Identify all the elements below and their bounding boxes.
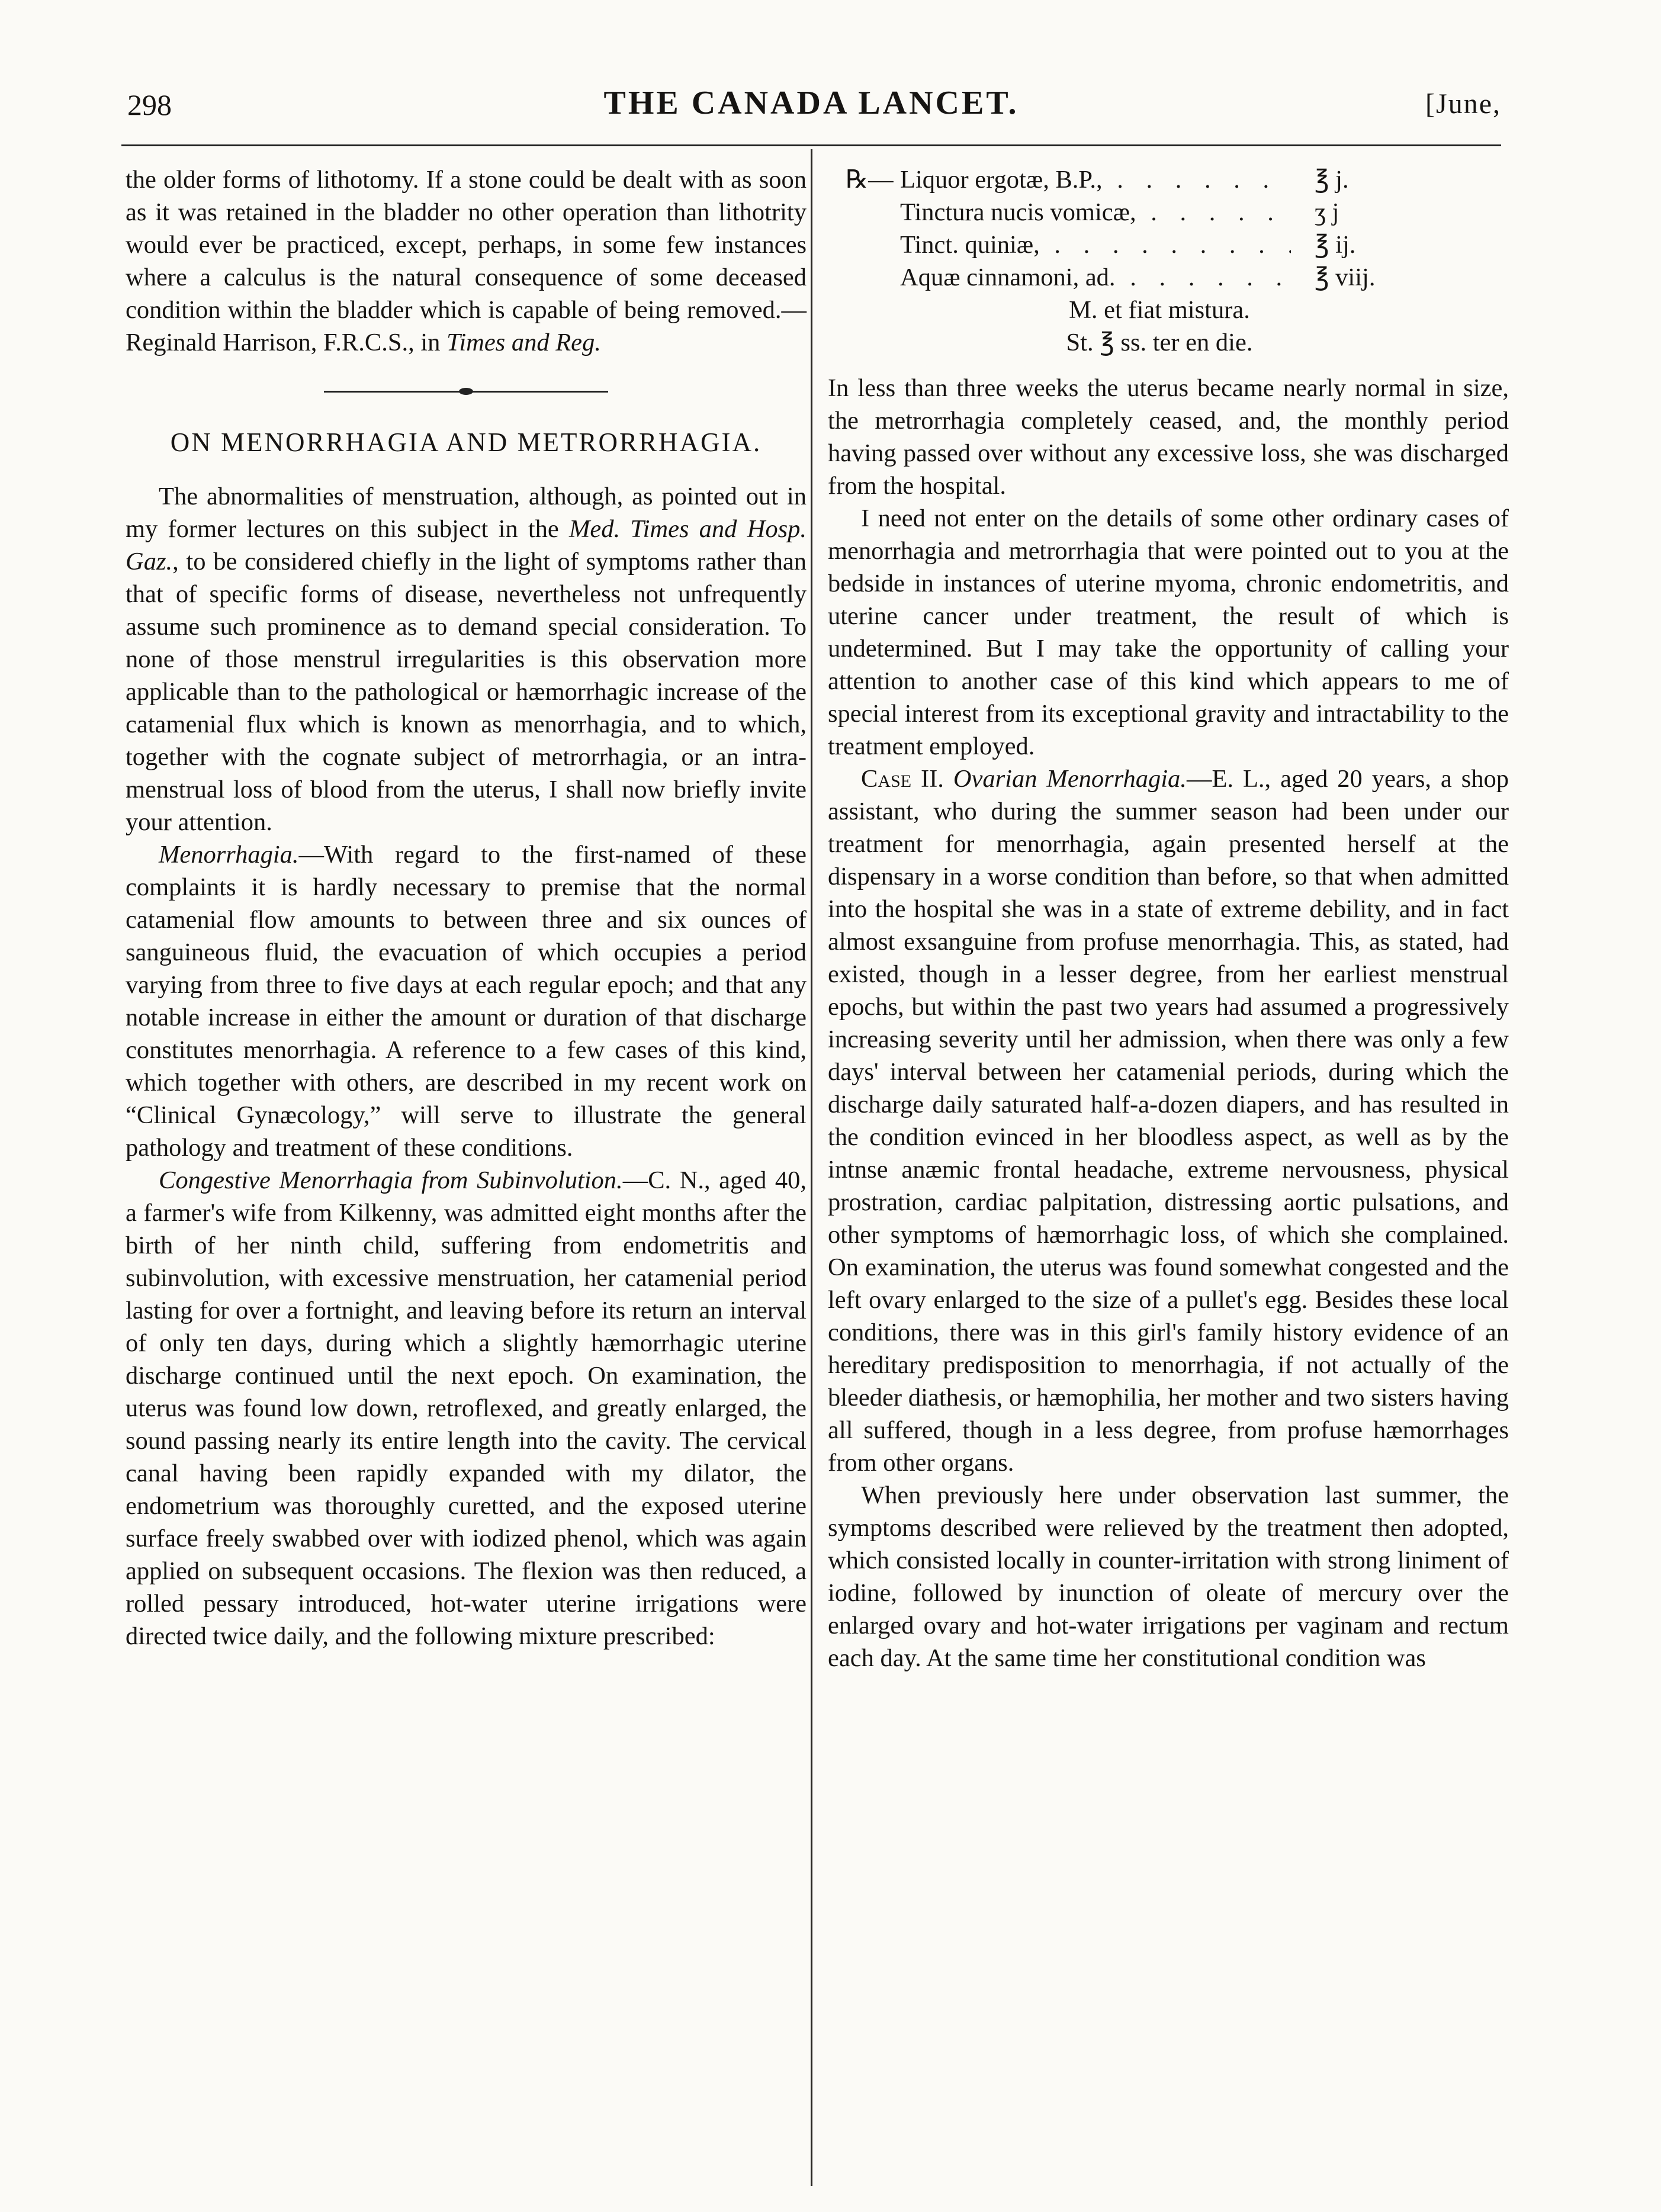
intro-paragraph: the older forms of lithotomy. If a stone could be dealt with as soon as it was retained in the bladder no other operation than lithotrity would ever be practiced, except, perhaps, in some few instances where a calculus is the natural consequence of some deceased condition within the bladder which is capable of being removed.—Reginald Harrison, F.R.C.S., in Times and Reg. — [126, 166, 807, 356]
prescription-line-1 — [846, 163, 1509, 196]
prescription-line-3 — [846, 229, 1509, 261]
ingredient-name: Liquor ergotæ, B.P., . . . — [900, 163, 1291, 196]
ingredient-name: Tinctura nucis vomicæ, . . . — [900, 196, 1291, 229]
prescription — [828, 163, 1509, 359]
recipe-symbol: ℞— — [846, 166, 894, 194]
ovarian-heading: Ovarian Menorrhagia. — [953, 765, 1187, 793]
prescription-line-4 — [846, 261, 1509, 294]
menorrhagia-heading: Menorrhagia. — [159, 841, 299, 869]
paragraph-case-two: Case II. Ovarian Menorrhagia.—E. L., aged 20 years, a shop assistant, who during the summer season had been under our treatment for menorrhagia, again presented herself at the dispensary in a worse condition than before, so that when admitted into the hospital she was in a state of extreme debility, and in fact almost exsanguine from profuse menorrhagia. This, as stated, had existed, though in a lesser degree, from her earliest menstrual epochs, but within the past two years had assumed a progressively increasing severity until her admission, when there was only a few days' interval between her catamenial periods, during which the discharge daily saturated half-a-dozen diapers, and has resulted in the condition evinced in her bloodless aspect, as well as by the intnse anæmic frontal headache, extreme nervousness, physical prostration, cardiac palpitation, distressing aortic pulsations, and other symptoms of hæmorrhagic loss, of which she complained. On examination, the uterus was found somewhat congested and the left ovary enlarged to the size of a pullet's egg. Besides these local conditions, there was in this girl's family history evidence of an hereditary predisposition to menorrhagia, if not actually of the bleeder diathesis, or hæmophilia, her mother and two sisters having all suffered, though in a less degree, from profuse hæmorrhages from other organs. — [828, 765, 1509, 1477]
ingredient-quantity: ℥ ij. — [1315, 231, 1356, 259]
congestive-heading: Congestive Menorrhagia from Subinvolution. — [159, 1166, 623, 1194]
paragraph-outcome: In less than three weeks the uterus became nearly normal in size, the metrorrhagia completely ceased, and, the monthly period having passed over without any excessive loss, she was discharged from the hospital. — [828, 374, 1509, 500]
page-header — [121, 81, 1501, 130]
issue-month: [June, — [1425, 88, 1501, 120]
header-rule — [121, 144, 1501, 146]
paragraph-menorrhagia: Menorrhagia.—With regard to the first-named of these complaints it is hardly necessary to premise that the normal catamenial flow amounts to between three and six ounces of sanguineous fluid, the evacuation of which occupies a period varying from three to five days at each regular epoch; and that any notable increase in either the amount or duration of that discharge constitutes menorrhagia. A reference to a few cases of this kind, which together with others, are described in my recent work on “Clinical Gynæcology,” will serve to illustrate the general pathology and treatment of these conditions. — [126, 841, 807, 1162]
journal-citation: Med. Times and Hosp. Gaz. — [126, 515, 807, 575]
left-column — [126, 163, 807, 1652]
paragraph-congestive-case: Congestive Menorrhagia from Subinvolution.—C. N., aged 40, a farmer's wife from Kilkenny, was admitted eight months after the birth of her ninth child, suffering from endometritis and subinvolution, with excessive menstruation, her catamenial period lasting for over a fortnight, and leaving before its return an interval of only ten days, during which a slightly hæmorrhagic uterine discharge continued until the next epoch. On examination, the uterus was found low down, retroflexed, and greatly enlarged, the sound passing nearly its entire length into the cavity. The cervical canal having been rapidly expanded with my dilator, the endometrium was thoroughly curetted, and the exposed uterine surface freely swabbed over with iodized phenol, which was again applied on subsequent occasions. The flexion was then reduced, a rolled pessary introduced, hot-water uterine irrigations were directed twice daily, and the following mixture prescribed: — [126, 1166, 807, 1650]
prescription-line-2 — [846, 196, 1509, 229]
ingredient-name: Aquæ cinnamoni, ad. . . . — [900, 261, 1291, 294]
column-divider — [811, 149, 812, 2186]
page-number: 298 — [127, 88, 172, 121]
ingredient-name: Tinct. quiniæ, . . . — [900, 229, 1291, 261]
right-column — [828, 163, 1509, 1674]
prescription-direction: M. et fiat mistura. — [1069, 296, 1250, 324]
article-title: ON MENORRHAGIA AND METRORRHAGIA. — [170, 427, 762, 457]
case-label: Case II. — [861, 765, 944, 793]
paragraph-previous-treatment: When previously here under observation last summer, the symptoms described were relieved by the treatment then adopted, which consisted locally in counter-irritation with strong liniment of iodine, followed by inunction of oleate of mercury over the enlarged ovary and hot-water irrigations per vaginam and rectum each day. At the same time her constitutional condition was — [828, 1481, 1509, 1672]
paragraph-other-cases: I need not enter on the details of some other ordinary cases of menorrhagia and metrorrhagia that were pointed out to you at the bedside in instances of uterine myoma, chronic endometritis, and uterine cancer under treatment, the result of which is undetermined. But I may take the opportunity of calling your attention to another case of this kind which appears to me of special interest from its exceptional gravity and intractability to the treatment employed. — [828, 504, 1509, 760]
prescription-direction: St. ℥ ss. ter en die. — [1066, 329, 1253, 356]
ingredient-quantity: ℥ j. — [1315, 166, 1349, 194]
ingredient-quantity: ʒ j — [1315, 198, 1339, 226]
ingredient-quantity: ℥ viij. — [1315, 263, 1376, 291]
journal-title: THE CANADA LANCET. — [603, 85, 1019, 121]
section-separator — [324, 391, 608, 393]
paragraph-abnormalities: The abnormalities of menstruation, although, as pointed out in my former lectures on this subject in the Med. Times and Hosp. Gaz., to be considered chiefly in the light of symptoms rather than that of specific forms of disease, nevertheless not unfrequently assume such prominence as to demand special consideration. To none of those menstrul irregularities is this observation more applicable than to the pathological or hæmorrhagic increase of the catamenial flux which is known as menorrhagia, and to which, together with the cognate subject of metrorrhagia, or an intra-menstrual loss of blood from the uterus, I shall now briefly invite your attention. — [126, 483, 807, 836]
intro-source: Times and Reg. — [446, 329, 601, 356]
